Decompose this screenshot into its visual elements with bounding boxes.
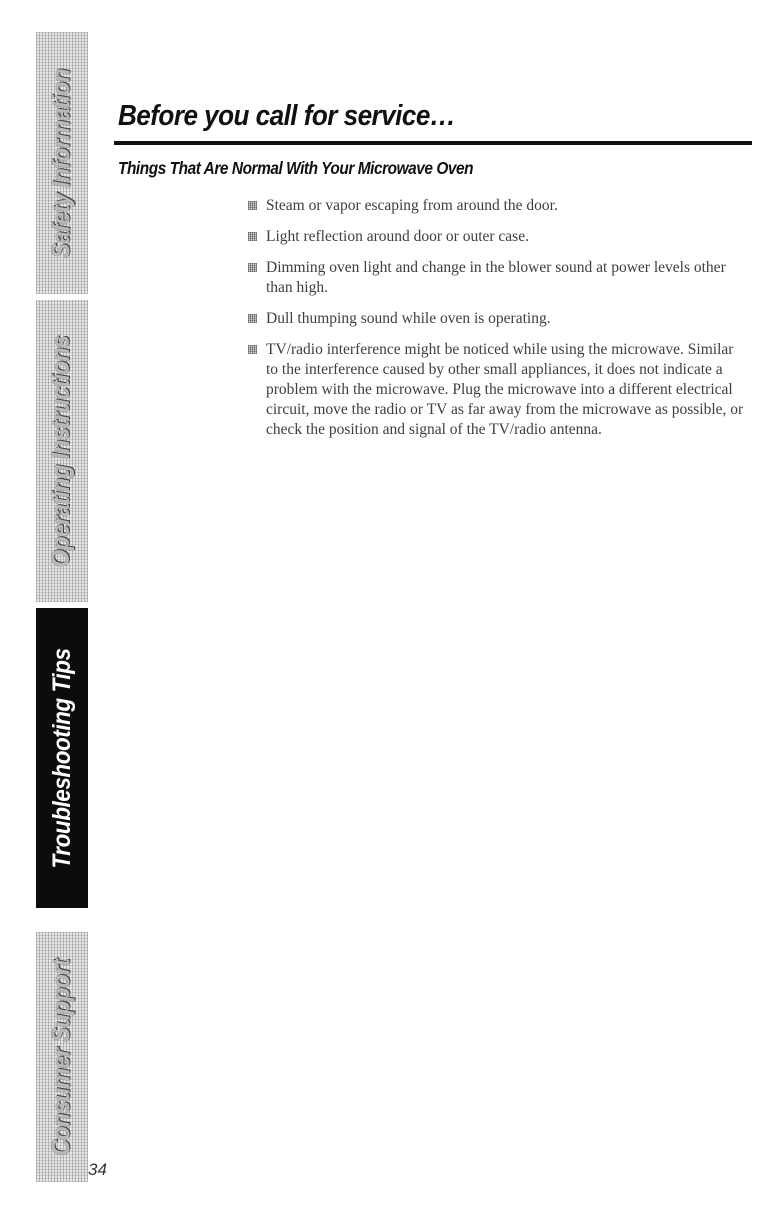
tab-consumer-support[interactable]: [36, 932, 88, 1182]
tab-safety-information[interactable]: [36, 32, 88, 294]
bullet-square-icon: [248, 232, 257, 241]
section-heading: Things That Are Normal With Your Microwave Oven: [118, 158, 474, 178]
list-item-text: Light reflection around door or outer case.: [266, 228, 529, 245]
list-item-text: Steam or vapor escaping from around the door.: [266, 197, 558, 214]
tab-operating-instructions[interactable]: [36, 300, 88, 602]
page-title: Before you call for service…: [118, 100, 456, 132]
list-item: [246, 227, 746, 247]
page-number: 34: [88, 1160, 107, 1179]
bullet-square-icon: [248, 314, 257, 323]
tab-label: Operating Instructions: [47, 335, 76, 567]
bullet-square-icon: [248, 345, 257, 354]
list-item: [246, 309, 746, 329]
list-item: [246, 340, 746, 440]
list-item-text: Dull thumping sound while oven is operating.: [266, 310, 551, 327]
tab-label: Troubleshooting Tips: [47, 647, 76, 869]
bullet-square-icon: [248, 263, 257, 272]
tab-label: Consumer Support: [47, 958, 76, 1156]
list-item: [246, 196, 746, 216]
normal-conditions-list: [246, 196, 746, 451]
tab-troubleshooting-tips[interactable]: [36, 608, 88, 908]
title-divider: [114, 141, 752, 145]
list-item-text: Dimming oven light and change in the blower sound at power levels other than high.: [266, 259, 726, 296]
list-item: [246, 258, 746, 298]
list-item-text: TV/radio interference might be noticed while using the microwave. Similar to the interference caused by other small appliances, it does not indicate a problem with the microwave. Plug the microwave into a different electrical circuit, move the radio or TV as far away from the microwave as possible, or check the position and signal of the TV/radio antenna.: [266, 341, 744, 438]
bullet-square-icon: [248, 201, 257, 210]
tab-label: Safety Information: [47, 68, 76, 258]
